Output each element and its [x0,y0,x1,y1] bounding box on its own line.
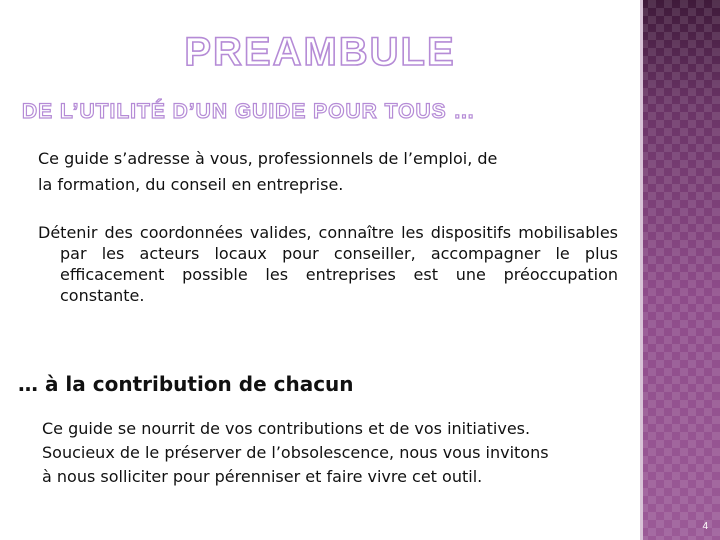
decorative-sidebar [640,0,720,540]
slide-number: 4 [702,521,708,532]
slide-title: PREAMBULE [184,30,456,74]
intro-paragraph [38,146,558,198]
slide-subtitle: DE L’UTILITÉ D’UN GUIDE POUR TOUS … [22,100,476,123]
contribution-paragraph [42,417,612,489]
contribution-line-2: Soucieux de le préserver de l’obsolescence, nous vous invitons [42,443,549,462]
intro-line-2: la formation, du conseil en entreprise. [38,175,344,194]
mission-paragraph: Détenir des coordonnées valides, connaître les dispositifs mobilisables par les acteurs locaux pour conseiller, accompagner le plus efficacement possible les entreprises est une préoccupation constante. [38,223,618,305]
sidebar-divider [640,0,643,540]
contribution-line-1: Ce guide se nourrit de vos contributions et de vos initiatives. [42,419,531,438]
section-heading: … à la contribution de chacun [18,372,354,396]
intro-line-1: Ce guide s’adresse à vous, professionnels de l’emploi, de [38,149,498,168]
contribution-line-3: à nous solliciter pour pérenniser et faire vivre cet outil. [42,467,483,486]
